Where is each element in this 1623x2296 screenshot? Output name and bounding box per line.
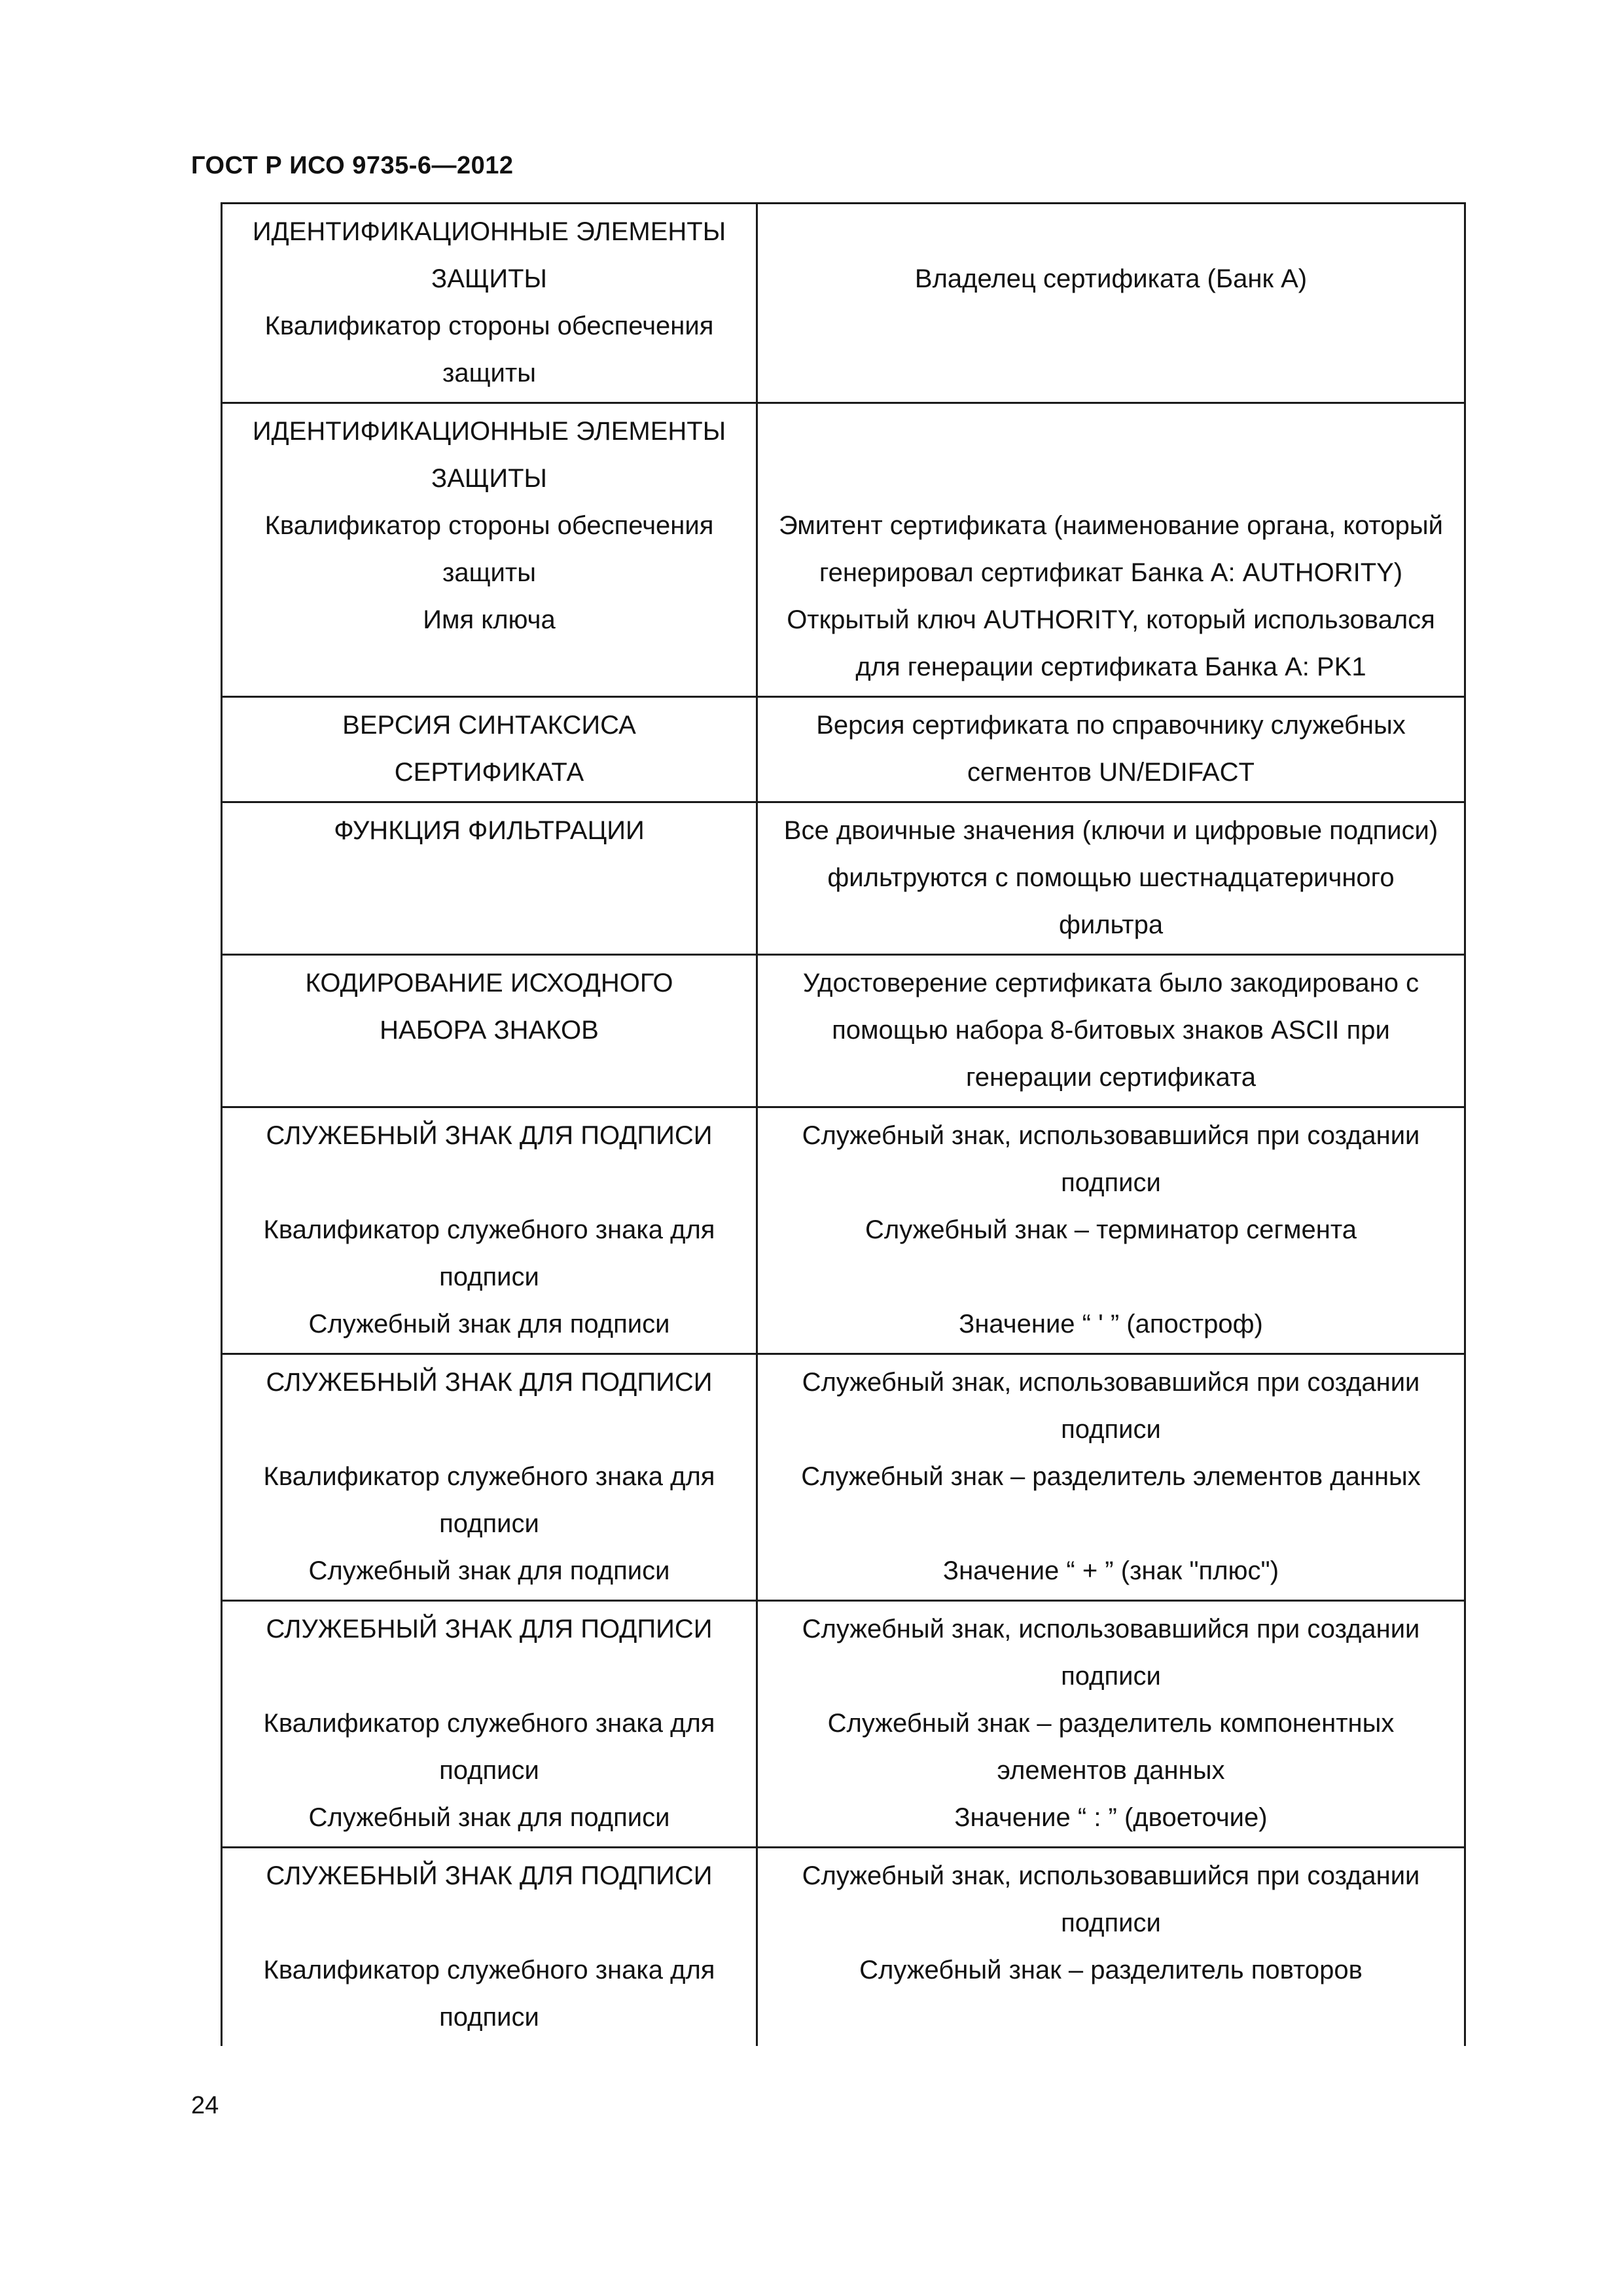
cell-line: Служебный знак для подписи: [308, 1803, 670, 1832]
cell-line: подписи: [439, 1509, 539, 1538]
cell-line: Удостоверение сертификата было закодировано с: [802, 969, 1419, 997]
cell-line: Значение “ + ” (знак "плюс"): [942, 1556, 1279, 1585]
cell-line: Владелец сертификата (Банк А): [914, 264, 1308, 293]
cell-line: Служебный знак – терминатор сегмента: [865, 1215, 1357, 1244]
cell-line: фильтруются с помощью шестнадцатеричного: [827, 863, 1395, 892]
table-row: [222, 697, 1465, 802]
table-row: [222, 802, 1465, 955]
cell-line: защиты: [442, 558, 536, 587]
cell-line: ВЕРСИЯ СИНТАКСИСА: [342, 711, 636, 740]
cell-line: помощью набора 8-битовых знаков ASCII при: [832, 1016, 1390, 1045]
cell-line: Служебный знак – разделитель элементов данных: [801, 1462, 1421, 1491]
table-row: [222, 1354, 1465, 1601]
table-row: [222, 1848, 1465, 2047]
table-cell-element: [222, 1107, 757, 1354]
cell-line: Квалификатор служебного знака для: [263, 1462, 715, 1491]
cell-line: Квалификатор служебного знака для: [263, 1956, 715, 1984]
table-cell-element: [222, 1601, 757, 1848]
cell-line: генерировал сертификат Банка А: AUTHORITY): [819, 558, 1403, 587]
table-cell-value: [757, 955, 1465, 1107]
table-cell-value: [757, 697, 1465, 802]
cell-line: СЛУЖЕБНЫЙ ЗНАК ДЛЯ ПОДПИСИ: [266, 1121, 713, 1150]
cell-line: ИДЕНТИФИКАЦИОННЫЕ ЭЛЕМЕНТЫ: [252, 417, 726, 446]
cell-line: Имя ключа: [423, 605, 556, 634]
table-body: [222, 204, 1465, 2047]
cell-line: Служебный знак, использовавшийся при создании: [802, 1368, 1420, 1397]
cell-line: ЗАЩИТЫ: [431, 264, 547, 293]
table-row: [222, 403, 1465, 697]
table-cell-element: [222, 1354, 757, 1601]
table-cell-value: [757, 1848, 1465, 2047]
cell-line: ФУНКЦИЯ ФИЛЬТРАЦИИ: [334, 816, 645, 845]
table-row: [222, 204, 1465, 403]
cell-line: ИДЕНТИФИКАЦИОННЫЕ ЭЛЕМЕНТЫ: [252, 217, 726, 246]
cell-line: КОДИРОВАНИЕ ИСХОДНОГО: [305, 969, 673, 997]
cell-line: подписи: [1061, 1415, 1161, 1444]
table-cell-value: [757, 802, 1465, 955]
cell-line: для генерации сертификата Банка А: PK1: [855, 653, 1366, 681]
table-cell-value: [757, 1107, 1465, 1354]
specification-table: [221, 202, 1466, 2046]
cell-line: Квалификатор стороны обеспечения: [264, 511, 714, 540]
cell-line: [228, 1159, 751, 1206]
cell-line: подписи: [1061, 1168, 1161, 1197]
cell-line: СЛУЖЕБНЫЙ ЗНАК ДЛЯ ПОДПИСИ: [266, 1615, 713, 1643]
cell-line: подписи: [439, 1756, 539, 1785]
cell-line: подписи: [1061, 1662, 1161, 1691]
cell-line: [228, 1899, 751, 1946]
table-cell-value: [757, 403, 1465, 697]
cell-line: ЗАЩИТЫ: [431, 464, 547, 493]
cell-line: [763, 1500, 1459, 1547]
table-cell-value: [757, 204, 1465, 403]
page-number: 24: [191, 2092, 219, 2119]
cell-line: СЛУЖЕБНЫЙ ЗНАК ДЛЯ ПОДПИСИ: [266, 1368, 713, 1397]
cell-line: Квалификатор служебного знака для: [263, 1709, 715, 1738]
cell-line: [763, 1253, 1459, 1300]
cell-line: защиты: [442, 359, 536, 387]
cell-line: Эмитент сертификата (наименование органа, который: [779, 511, 1443, 540]
cell-line: СЕРТИФИКАТА: [394, 758, 584, 787]
cell-line: элементов данных: [997, 1756, 1225, 1785]
cell-line: Служебный знак – разделитель повторов: [859, 1956, 1363, 1984]
cell-line: подписи: [1061, 1909, 1161, 1937]
cell-line: Открытый ключ AUTHORITY, который использовался: [787, 605, 1435, 634]
table-cell-element: [222, 1848, 757, 2047]
cell-line: Значение “ : ” (двоеточие): [954, 1803, 1268, 1832]
table-row: [222, 1601, 1465, 1848]
cell-line: НАБОРА ЗНАКОВ: [380, 1016, 599, 1045]
cell-line: фильтра: [1058, 910, 1164, 939]
table-cell-element: [222, 697, 757, 802]
cell-line: генерации сертификата: [966, 1063, 1256, 1092]
cell-line: Все двоичные значения (ключи и цифровые подписи): [783, 816, 1438, 845]
table-row: [222, 1107, 1465, 1354]
table-cell-value: [757, 1601, 1465, 1848]
cell-line: СЛУЖЕБНЫЙ ЗНАК ДЛЯ ПОДПИСИ: [266, 1861, 713, 1890]
table-cell-element: [222, 403, 757, 697]
table-cell-element: [222, 802, 757, 955]
cell-line: Служебный знак для подписи: [308, 1556, 670, 1585]
table-cell-element: [222, 955, 757, 1107]
document-header: ГОСТ Р ИСО 9735-6—2012: [191, 152, 514, 179]
table-row: [222, 955, 1465, 1107]
cell-line: Служебный знак, использовавшийся при создании: [802, 1861, 1420, 1890]
cell-line: сегментов UN/EDIFACT: [967, 758, 1255, 787]
cell-line: [228, 1653, 751, 1700]
table-cell-element: [222, 204, 757, 403]
cell-line: Квалификатор стороны обеспечения: [264, 312, 714, 340]
cell-line: [228, 1406, 751, 1453]
cell-line: подписи: [439, 1263, 539, 1291]
cell-line: Версия сертификата по справочнику служебных: [816, 711, 1406, 740]
cell-line: подписи: [439, 2003, 539, 2032]
cell-line: Значение “ ' ” (апостроф): [959, 1310, 1263, 1338]
cell-line: Служебный знак – разделитель компонентных: [827, 1709, 1395, 1738]
cell-line: Служебный знак, использовавшийся при создании: [802, 1615, 1420, 1643]
cell-line: Квалификатор служебного знака для: [263, 1215, 715, 1244]
cell-line: Служебный знак, использовавшийся при создании: [802, 1121, 1420, 1150]
cell-line: Служебный знак для подписи: [308, 1310, 670, 1338]
table-cell-value: [757, 1354, 1465, 1601]
